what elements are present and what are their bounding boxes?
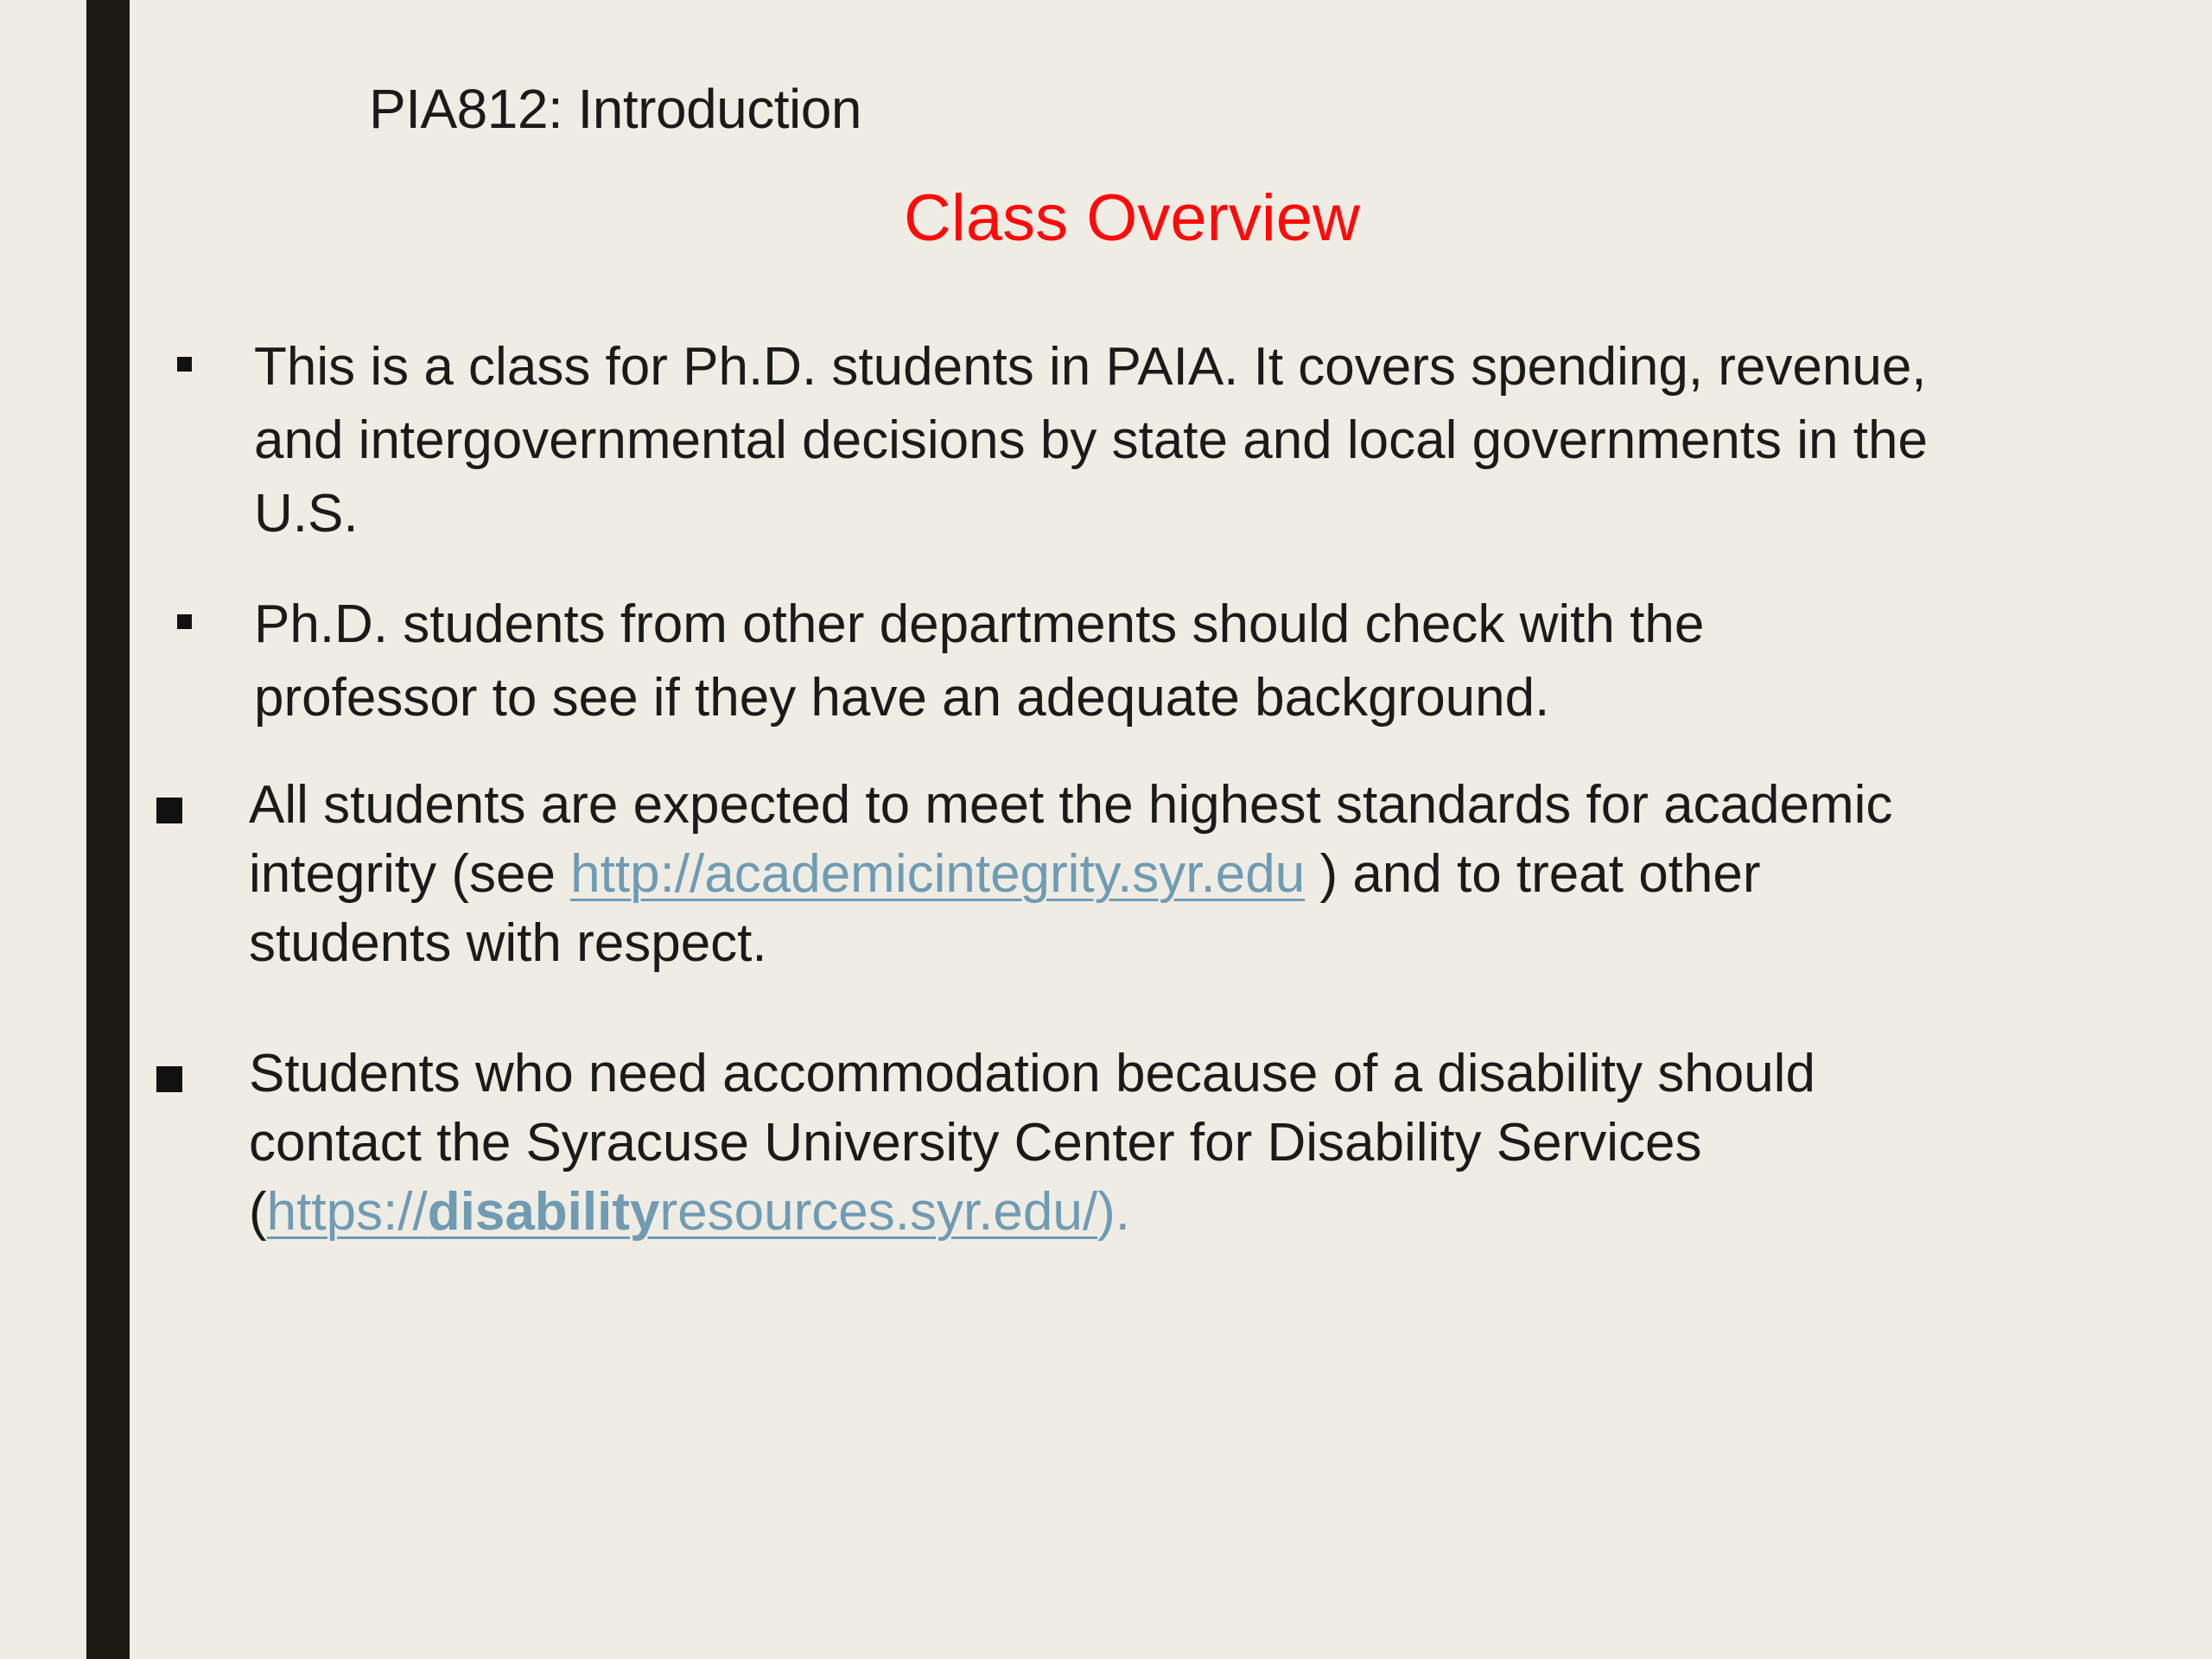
bullet-line-before-link: integrity (see: [249, 844, 571, 904]
bullet-square-icon: [177, 614, 192, 629]
link-part-disability: disability: [427, 1182, 660, 1242]
bullet-line: contact the Syracuse University Center for Disability Services: [249, 1113, 1702, 1173]
bullet-square-icon: [177, 357, 192, 372]
bullet-line: and intergovernmental decisions by state and local governments in the: [254, 410, 1928, 470]
bullet-text: [249, 1039, 1815, 1247]
bullet-line-after-link: ) and to treat other: [1305, 844, 1761, 904]
bullet-text: [249, 771, 1892, 978]
bullet-line: students with respect.: [249, 913, 767, 973]
bullet-line: Students who need accommodation because of a disability should: [249, 1044, 1815, 1103]
bullet-line: U.S.: [254, 484, 359, 543]
course-title: PIA812: Introduction: [369, 78, 861, 140]
close-paren: ).: [1097, 1182, 1130, 1242]
bullet-line: Ph.D. students from other departments should check with the: [254, 594, 1705, 654]
bullet-text: [254, 588, 1704, 734]
bullet-square-icon: [156, 1066, 182, 1092]
slide-title: Class Overview: [904, 181, 1360, 255]
academic-integrity-link[interactable]: http://academicintegrity.syr.edu: [570, 844, 1306, 904]
link-part-domain: resources.syr.edu/: [659, 1182, 1098, 1242]
bullet-line: All students are expected to meet the highest standards for academic: [249, 775, 1893, 835]
link-part-scheme: https://: [266, 1182, 428, 1242]
disability-resources-link[interactable]: [267, 1182, 1097, 1242]
bullet-square-icon: [156, 798, 182, 823]
bullet-line: professor to see if they have an adequate background.: [254, 668, 1550, 728]
bullet-text: [254, 330, 1928, 550]
bullet-line: This is a class for Ph.D. students in PAIA. It covers spending, revenue,: [254, 337, 1927, 397]
open-paren: (: [249, 1182, 267, 1242]
